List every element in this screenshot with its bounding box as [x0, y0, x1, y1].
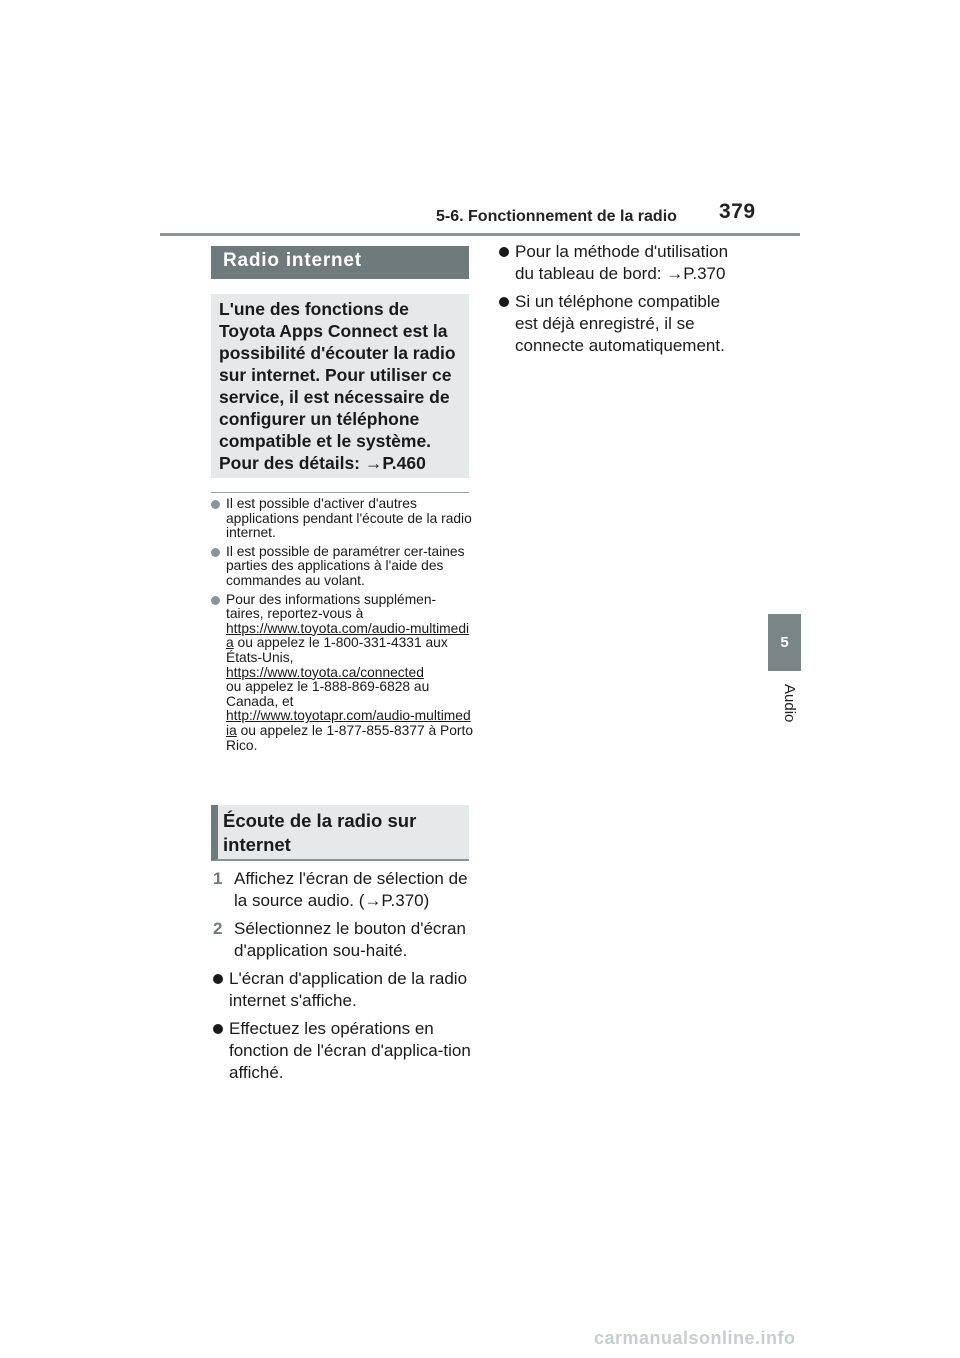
section-title: 5-6. Fonctionnement de la radio — [436, 208, 677, 225]
link-toyota-us[interactable]: https://www.toyota.com/audio-multimedia — [226, 620, 470, 651]
chapter-tab[interactable]: 5 — [768, 614, 801, 671]
bullet-text: Effectuez les opérations en fonction de l'écran d'applica-tion affiché. — [229, 1019, 471, 1082]
section-heading-radio-internet — [211, 246, 469, 279]
watermark: carmanualsonline.info — [594, 1328, 796, 1348]
section-heading-ecoute — [211, 805, 469, 861]
note-text: Il est possible d'activer d'autres applications pendant l'écoute de la radio internet. — [226, 496, 472, 541]
bullet-dot-icon — [213, 974, 223, 984]
note-text: Il est possible de paramétrer cer-taines parties des applications à l'aide des commandes au volant. — [226, 543, 465, 588]
note-text: ou appelez le 1-800-331-4331 aux États-Unis, — [226, 635, 448, 665]
intro-text: L'une des fonctions de Toyota Apps Connect est la possibilité d'écouter la radio sur internet. Pour utiliser ce service, il est nécessaire de configurer un téléphone compatible et le système. Pour des détails: →P.460 — [219, 299, 456, 473]
link-toyota-pr[interactable]: http://www.toyotapr.com/audio-multimedia — [226, 708, 471, 738]
bullet-dot-icon — [499, 247, 509, 257]
bullet-text: Si un téléphone compatible est déjà enregistré, il se connecte automatiquement. — [515, 292, 725, 355]
note-item — [211, 497, 473, 541]
bullet-item — [211, 1018, 473, 1084]
notes-divider — [211, 492, 469, 493]
link-toyota-ca[interactable]: https://www.toyota.ca/connected — [226, 664, 424, 680]
step-number: 1 — [213, 869, 223, 888]
note-text: ou appelez le 1-888-869-6828 au Canada, et — [226, 679, 430, 709]
section-heading-text: Écoute de la radio sur internet — [223, 810, 417, 855]
bullet-text: Pour la méthode d'utilisation du tableau de bord: →P.370 — [515, 242, 729, 283]
bullet-item — [497, 291, 747, 357]
note-text: ou appelez le 1-877-855-8377 à Porto Rico. — [226, 722, 474, 753]
header-rule — [160, 233, 800, 236]
step-item — [211, 918, 473, 962]
steps-list — [211, 868, 473, 1090]
step-text: Affichez l'écran de sélection de la source audio. (→P.370) — [234, 869, 468, 910]
note-item — [211, 545, 473, 589]
bullet-dot-icon — [211, 548, 220, 557]
step-text: Sélectionnez le bouton d'écran d'application sou-haité. — [234, 919, 466, 960]
bullet-item — [211, 968, 473, 1012]
right-column — [497, 241, 747, 363]
intro-box — [211, 294, 469, 478]
notes-list — [211, 497, 473, 757]
chapter-label: Audio — [781, 684, 798, 723]
note-text: Pour des informations supplémen-taires, reportez-vous à — [226, 591, 437, 622]
bullet-dot-icon — [211, 596, 220, 605]
bullet-dot-icon — [213, 1024, 223, 1034]
note-item-contact — [211, 593, 473, 754]
bullet-dot-icon — [499, 297, 509, 307]
section-heading-text: Radio internet — [223, 250, 362, 271]
step-number: 2 — [213, 919, 223, 938]
bullet-dot-icon — [211, 500, 220, 509]
bullet-item — [497, 241, 747, 285]
page-number: 379 — [719, 200, 756, 223]
step-item — [211, 868, 473, 912]
bullet-text: L'écran d'application de la radio internet s'affiche. — [229, 969, 468, 1010]
